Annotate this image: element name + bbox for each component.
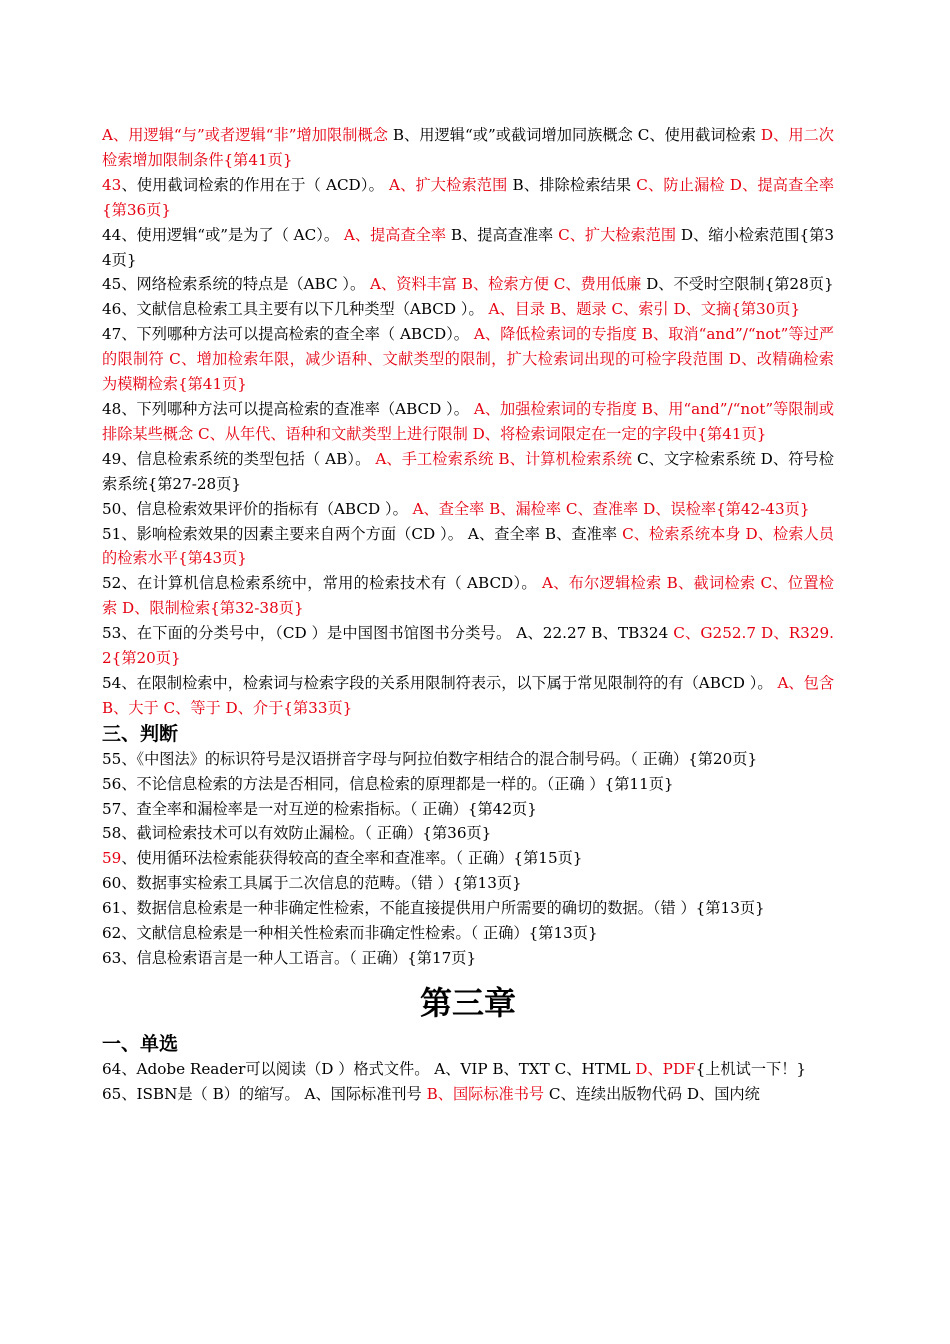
answer-text: C、检索系统本身 D、检索人员的检索水平{第43页} <box>102 524 834 568</box>
answer-text: A、查全率 B、漏检率 C、查准率 D、误检率{第42-43页} <box>412 499 810 518</box>
question-item <box>102 621 834 671</box>
question-item <box>102 747 834 772</box>
answer-text: C、G252.7 D、R329.2{第20页} <box>102 624 834 668</box>
answer-text: D、用二次检索增加限制条件{第41页} <box>102 126 834 169</box>
answer-text: A、布尔逻辑检索 B、截词检索 C、位置检索 D、限制检索{第32-38页} <box>102 574 834 618</box>
question-item <box>102 871 834 896</box>
answer-text: A、资料丰富 B、检索方便 C、费用低廉 <box>370 275 647 294</box>
question-text: 47、下列哪种方法可以提高检索的查全率（ ABCD）。 <box>102 325 474 344</box>
question-item <box>102 322 834 397</box>
answer-text: A、扩大检索范围 <box>388 175 513 194</box>
answer-text: D、PDF <box>635 1059 696 1078</box>
answer-text: 59 <box>102 849 122 868</box>
answer-text: A、目录 B、题录 C、索引 D、文摘{第30页} <box>488 300 801 319</box>
question-text: 62、文献信息检索是一种相关性检索而非确定性检索。（ 正确）{第13页} <box>102 924 598 943</box>
answer-text: B、国际标准书号 <box>426 1084 549 1103</box>
question-text: D、不受时空限制{第28页} <box>646 275 834 294</box>
chapter-title: 第三章 <box>419 983 516 1022</box>
question-text: 48、下列哪种方法可以提高检索的查准率（ABCD ）。 <box>102 399 474 418</box>
question-item <box>102 797 834 822</box>
question-text: 53、在下面的分类号中，（CD ）是中国图书馆图书分类号。 A、22.27 B、TB324 <box>102 624 674 643</box>
answer-text: C、扩大检索范围 <box>558 225 681 244</box>
question-text: 52、在计算机信息检索系统中，常用的检索技术有（ ABCD）。 <box>102 574 542 593</box>
question-text: B、提高查准率 <box>450 225 559 244</box>
question-text: D、缩小检索范围{第34页} <box>102 225 835 269</box>
question-item <box>102 821 834 846</box>
question-item <box>102 772 834 797</box>
section-heading: 一、单选 <box>102 1032 179 1055</box>
section-heading: 三、判断 <box>102 722 179 745</box>
question-item <box>102 297 834 322</box>
question-item <box>102 397 834 447</box>
question-text: {上机试一下！} <box>695 1059 807 1078</box>
answer-text: 43 <box>102 175 122 194</box>
question-item <box>102 1057 834 1082</box>
question-item <box>102 123 834 173</box>
question-text: 51、影响检索效果的因素主要来自两个方面（CD ）。 A、查全率 B、查准率 <box>102 524 623 543</box>
question-item <box>102 1082 834 1107</box>
question-text: 56、不论信息检索的方法是否相同，信息检索的原理都是一样的。（正确 ）{第11页} <box>102 774 674 793</box>
question-item <box>102 173 834 223</box>
answer-text: A、用逻辑“与”或者逻辑“非”增加限制概念 <box>102 126 393 144</box>
question-text: 、使用循环法检索能获得较高的查全率和查准率。（ 正确）{第15页} <box>121 849 583 868</box>
question-item <box>102 671 834 721</box>
question-item <box>102 223 834 273</box>
question-text: 54、在限制检索中，检索词与检索字段的关系用限制符表示，以下属于常见限制符的有（ABCD ）。 <box>102 673 778 692</box>
answer-text: A、提高查全率 <box>343 225 451 244</box>
question-text: 50、信息检索效果评价的指标有（ABCD ）。 <box>102 499 413 518</box>
question-text: 、使用截词检索的作用在于（ ACD）。 <box>121 175 389 194</box>
question-item <box>102 846 834 871</box>
question-text: 55、《中图法》的标识符号是汉语拼音字母与阿拉伯数字相结合的混合制号码。（ 正确）{第20页} <box>102 749 758 768</box>
question-text: 57、查全率和漏检率是一对互逆的检索指标。（ 正确）{第42页} <box>102 799 537 818</box>
question-item <box>102 896 834 921</box>
question-item <box>102 571 834 621</box>
question-text: 61、数据信息检索是一种非确定性检索，不能直接提供用户所需要的确切的数据。（错 ）{第13页} <box>102 899 765 918</box>
question-text: 45、网络检索系统的特点是（ABC ）。 <box>102 275 371 294</box>
question-text: 63、信息检索语言是一种人工语言。（ 正确）{第17页} <box>102 949 477 967</box>
question-text: 60、数据事实检索工具属于二次信息的范畴。（错 ）{第13页} <box>102 874 522 893</box>
question-item <box>102 447 834 497</box>
answer-text: A、手工检索系统 B、计算机检索系统 <box>375 449 637 468</box>
question-text: 64、Adobe Reader可以阅读（D ）格式文件。 A、VIP B、TXT C、HTML <box>102 1059 636 1078</box>
question-text: 46、文献信息检索工具主要有以下几种类型（ABCD ）。 <box>102 300 489 319</box>
answer-text: C、防止漏检 D、提高查全率{第36页} <box>102 175 835 219</box>
answer-text: A、降低检索词的专指度 B、取消“and”/“not”等过严的限制符 C、增加检索年限，减少语种、文献类型的限制，扩大检索词出现的可检字段范围 D、改精确检索为模糊检索{第41页} <box>102 325 835 394</box>
document-body <box>102 123 834 1107</box>
question-item <box>102 946 834 971</box>
question-text: 44、使用逻辑“或”是为了（ AC）。 <box>102 225 344 244</box>
question-text: B、排除检索结果 <box>512 175 637 194</box>
question-text: B、用逻辑“或”或截词增加同族概念 C、使用截词检索 <box>392 126 761 144</box>
answer-text: A、加强检索词的专指度 B、用“and”/“not”等限制或排除某些概念 C、从年代、语种和文献类型上进行限制 D、将检索词限定在一定的字段中{第41页} <box>102 399 835 443</box>
question-item <box>102 497 834 522</box>
answer-text: A、包含 B、大于 C、等于 D、介于{第33页} <box>102 673 835 717</box>
question-text: 49、信息检索系统的类型包括（ AB）。 <box>102 449 376 468</box>
question-text: C、连续出版物代码 D、国内统 <box>548 1084 760 1103</box>
question-item <box>102 921 834 946</box>
question-text: 65、ISBN是（ B）的缩写。 A、国际标准刊号 <box>102 1084 427 1103</box>
question-item <box>102 522 834 572</box>
question-text: C、文字检索系统 D、符号检索系统{第27-28页} <box>102 449 834 493</box>
question-text: 58、截词检索技术可以有效防止漏检。（ 正确）{第36页} <box>102 824 492 843</box>
question-item <box>102 272 834 297</box>
